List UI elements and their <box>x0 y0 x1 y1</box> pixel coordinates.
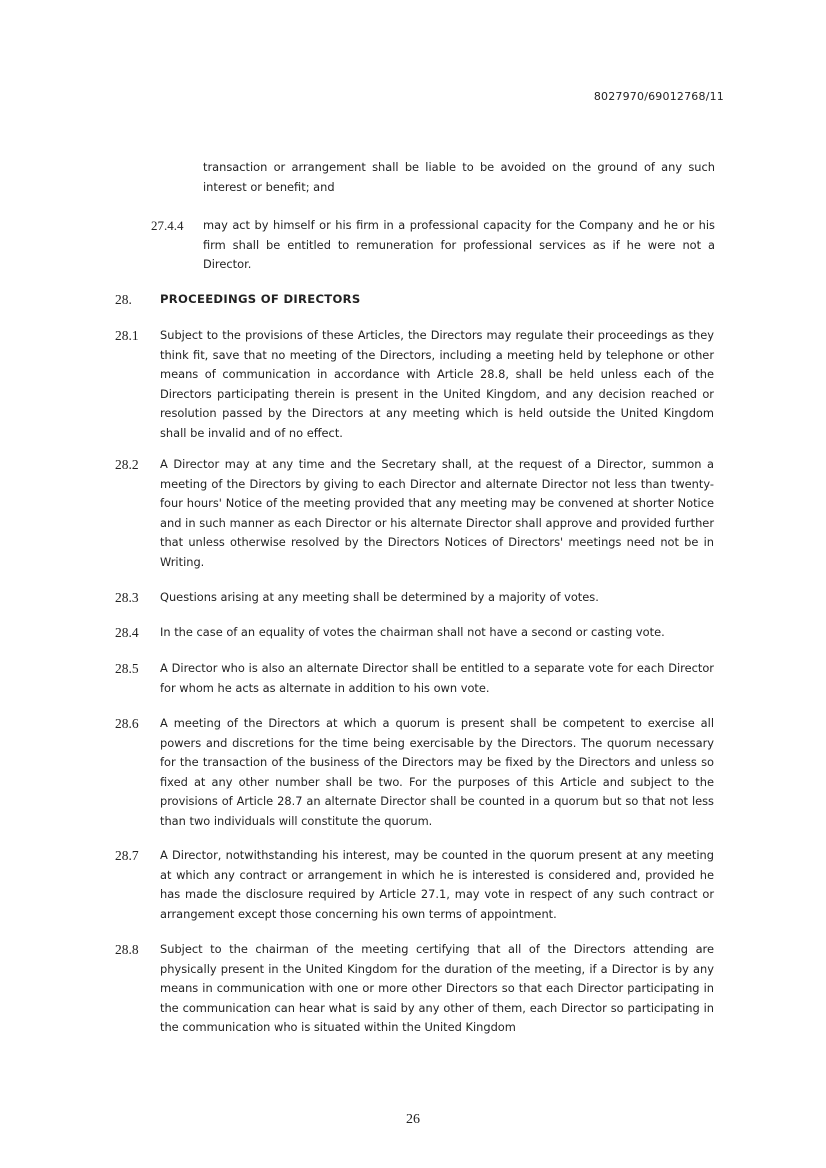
clause-number-28-6: 28.6 <box>115 716 139 731</box>
clause-text-28-6: A meeting of the Directors at which a quorum is present shall be competent to exercise all powers and discretions for the time being exercisable by the Directors. The quorum necessary for the transaction of the business of the Directors may be fixed by the Directors and unless so fixed at any other number shall be two. For the purposes of this Article and subject to the provisions of Article 28.7 an alternate Director shall be counted in a quorum but so that not less than two individuals will constitute the quorum. <box>160 716 714 828</box>
clause-number-28-1: 28.1 <box>115 328 139 343</box>
clause-number-28-4: 28.4 <box>115 625 139 640</box>
clause-number-28-7: 28.7 <box>115 848 139 863</box>
clause-text-28-5: A Director who is also an alternate Director shall be entitled to a separate vote for each Director for whom he acts as alternate in addition to his own vote. <box>160 661 714 695</box>
clause-text-28-4: In the case of an equality of votes the chairman shall not have a second or casting vote. <box>160 625 665 639</box>
page-number: 26 <box>406 1112 420 1127</box>
section-heading: PROCEEDINGS OF DIRECTORS <box>160 292 361 306</box>
clause-text-28-1: Subject to the provisions of these Articles, the Directors may regulate their proceedings as they think fit, save that no meeting of the Directors, including a meeting held by telephone or other means of communication in accordance with Article 28.8, shall be held unless each of the Directors participating therein is present in the United Kingdom, and any decision reached or resolution passed by the Directors at any meeting which is held outside the United Kingdom shall be invalid and of no effect. <box>160 328 714 440</box>
clause-text-28-7: A Director, notwithstanding his interest, may be counted in the quorum present at any meeting at which any contract or arrangement in which he is interested is considered and, provided he has made the disclosure required by Article 27.1, may vote in respect of any such contract or arrangement except those concerning his own terms of appointment. <box>160 848 714 921</box>
clause-text-28-8: Subject to the chairman of the meeting certifying that all of the Directors attending are physically present in the United Kingdom for the duration of the meeting, if a Director is by any means in communication with one or more other Directors so that each Director participating in the communication can hear what is said by any other of them, each Director so participating in the communication who is situated within the United Kingdom <box>160 942 714 1034</box>
clause-number-28-3: 28.3 <box>115 590 139 605</box>
clause-text-28-3: Questions arising at any meeting shall be determined by a majority of votes. <box>160 590 599 604</box>
clause-number-28-8: 28.8 <box>115 942 139 957</box>
continuation-paragraph: transaction or arrangement shall be liable to be avoided on the ground of any such interest or benefit; and <box>203 160 715 194</box>
clause-text-28-2: A Director may at any time and the Secretary shall, at the request of a Director, summon a meeting of the Directors by giving to each Director and alternate Director not less than twenty-four hours' Notice of the meeting provided that any meeting may be convened at shorter Notice and in such manner as each Director or his alternate Director shall approve and provided further that unless otherwise resolved by the Directors Notices of Directors' meetings need not be in Writing. <box>160 457 714 569</box>
clause-number-28-5: 28.5 <box>115 661 139 676</box>
clause-number-28-2: 28.2 <box>115 457 139 472</box>
section-number: 28. <box>115 292 132 307</box>
document-reference: 8027970/69012768/11 <box>593 90 724 103</box>
clause-number-27-4-4: 27.4.4 <box>151 218 184 233</box>
clause-text-27-4-4: may act by himself or his firm in a professional capacity for the Company and he or his firm shall be entitled to remuneration for professional services as if he were not a Director. <box>203 218 715 271</box>
